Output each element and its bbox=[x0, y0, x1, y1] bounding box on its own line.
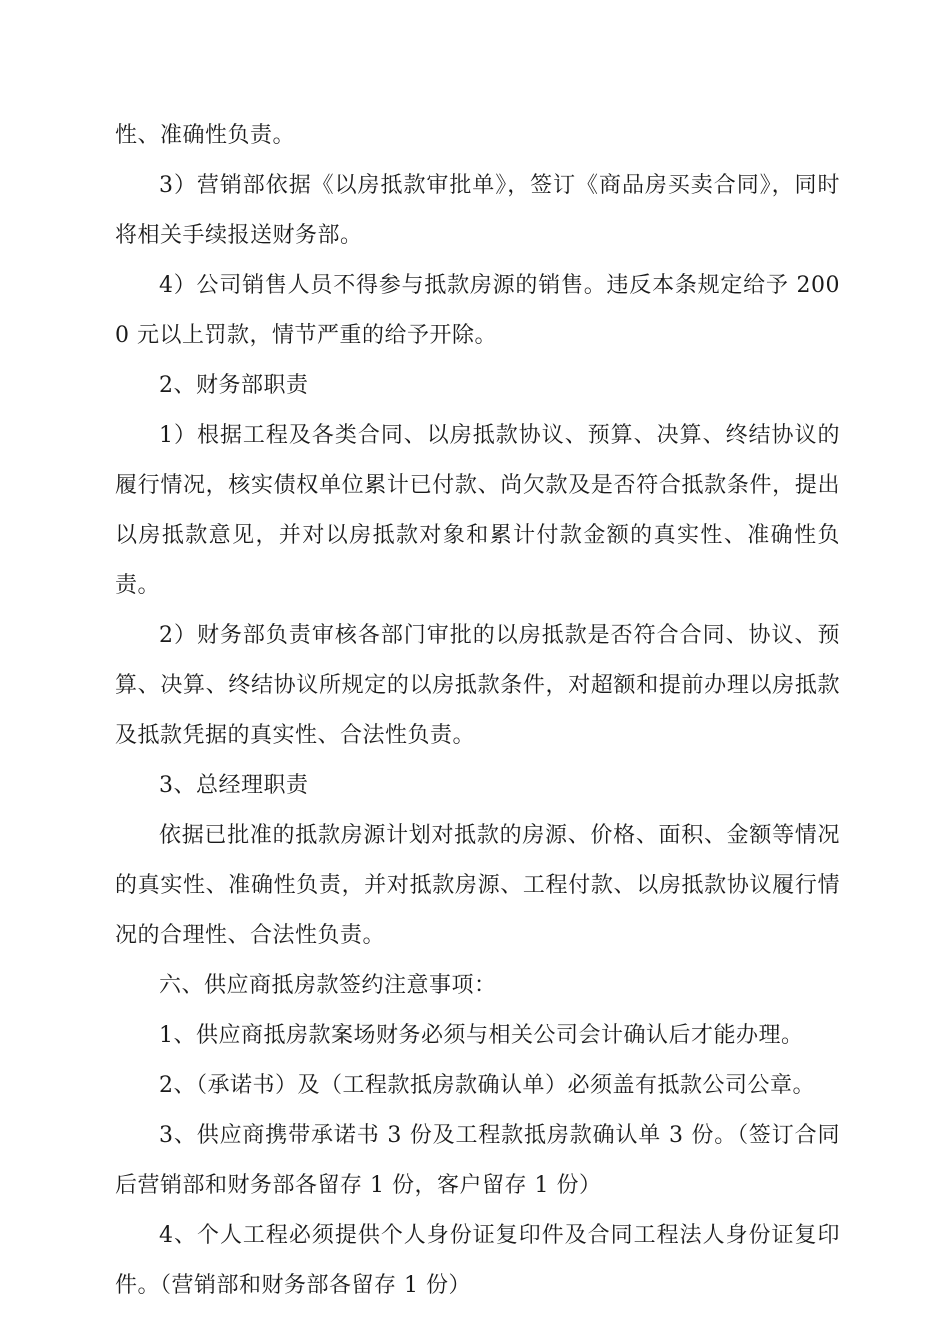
paragraph: 性、准确性负责。 bbox=[115, 123, 296, 148]
paragraph: 依据已批准的抵款房源计划对抵款的房源、价格、面积、金额等情况的真实性、准确性负责，并对抵款房源、工程付款、以房抵款协议履行情况的合理性、合法性负责。 bbox=[115, 823, 840, 948]
paragraph: 4）公司销售人员不得参与抵款房源的销售。违反本条规定给予 2000 元以上罚款，情节严重的给予开除。 bbox=[115, 273, 840, 348]
document-body bbox=[115, 111, 840, 1311]
paragraph: 3）营销部依据《以房抵款审批单》，签订《商品房买卖合同》，同时将相关手续报送财务部。 bbox=[115, 173, 840, 248]
list-item: 4、个人工程必须提供个人身份证复印件及合同工程法人身份证复印件。（营销部和财务部各留存 1 份） bbox=[115, 1223, 840, 1298]
list-item: 2、（承诺书）及（工程款抵房款确认单）必须盖有抵款公司公章。 bbox=[159, 1073, 815, 1098]
paragraph: 2）财务部负责审核各部门审批的以房抵款是否符合合同、协议、预算、决算、终结协议所规定的以房抵款条件，对超额和提前办理以房抵款及抵款凭据的真实性、合法性负责。 bbox=[115, 623, 840, 748]
list-item: 3、供应商携带承诺书 3 份及工程款抵房款确认单 3 份。（签订合同后营销部和财务部各留存 1 份，客户留存 1 份） bbox=[115, 1123, 840, 1198]
section-heading: 3、总经理职责 bbox=[159, 773, 309, 798]
list-item: 1、供应商抵房款案场财务必须与相关公司会计确认后才能办理。 bbox=[159, 1023, 804, 1048]
section-heading: 2、财务部职责 bbox=[159, 373, 309, 398]
paragraph: 1）根据工程及各类合同、以房抵款协议、预算、决算、终结协议的履行情况，核实债权单位累计已付款、尚欠款及是否符合抵款条件，提出以房抵款意见，并对以房抵款对象和累计付款金额的真实性、准确性负责。 bbox=[115, 423, 840, 598]
section-heading: 六、供应商抵房款签约注意事项： bbox=[159, 973, 497, 998]
